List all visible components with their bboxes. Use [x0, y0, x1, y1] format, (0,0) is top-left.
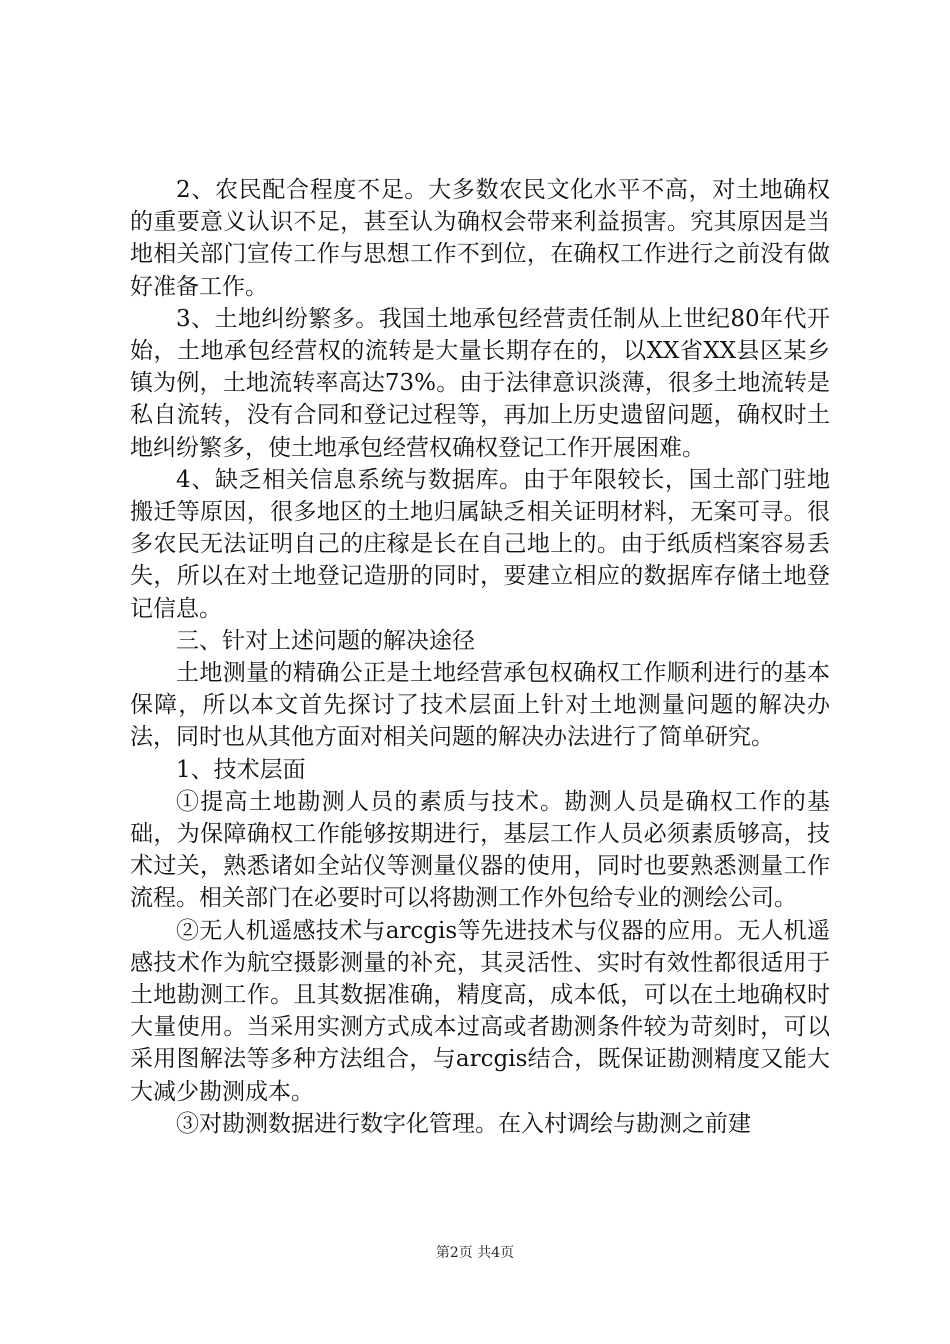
paragraph-land-disputes: 3、土地纠纷繁多。我国土地承包经营责任制从上世纪80年代开始，土地承包经营权的流转是大量长期存在的，以XX省XX县区某乡镇为例，土地流转率高达73%。由于法律意识淡薄，很多土地流转是私自流转，没有合同和登记过程等，再加上历史遗留问题，确权时土地纠纷繁多，使土地承包经营权确权登记工作开展困难。: [130, 305, 830, 461]
paragraph-solutions-intro: 土地测量的精确公正是土地经营承包权确权工作顺利进行的基本保障，所以本文首先探讨了技术层面上针对土地测量问题的解决办法，同时也从其他方面对相关问题的解决办法进行了简单研究。: [130, 660, 830, 751]
subheading-technical-level: 1、技术层面: [176, 756, 306, 783]
paragraph-surveyor-quality: ①提高土地勘测人员的素质与技术。勘测人员是确权工作的基础，为保障确权工作能够按期进行，基层工作人员必须素质够高，技术过关，熟悉诸如全站仪等测量仪器的使用，同时也要熟悉测量工作流程。相关部门在必要时可以将勘测工作外包给专业的测绘公司。: [130, 788, 830, 912]
page-number-footer: 第2页 共4页: [435, 1245, 515, 1261]
paragraph-farmer-cooperation: 2、农民配合程度不足。大多数农民文化水平不高，对土地确权的重要意义认识不足，甚至认为确权会带来利益损害。究其原因是当地相关部门宣传工作与思想工作不到位，在确权工作进行之前没有做好准备工作。: [130, 177, 830, 300]
paragraph-drone-arcgis: ②无人机遥感技术与arcgis等先进技术与仪器的应用。无人机遥感技术作为航空摄影测量的补充，其灵活性、实时有效性都很适用于土地勘测工作。且其数据准确，精度高，成本低，可以在土地确权时大量使用。当采用实测方式成本过高或者勘测条件较为苛刻时，可以采用图解法等多种方法组合，与arcgis结合，既保证勘测精度又能大大减少勘测成本。: [130, 917, 830, 1105]
paragraph-lack-of-database: 4、缺乏相关信息系统与数据库。由于年限较长，国土部门驻地搬迁等原因，很多地区的土地归属缺乏相关证明材料，无案可寻。很多农民无法证明自己的庄稼是长在自己地上的。由于纸质档案容易丢失，所以在对土地登记造册的同时，要建立相应的数据库存储土地登记信息。: [130, 466, 830, 622]
section-heading-solutions: 三、针对上述问题的解决途径: [176, 627, 475, 654]
paragraph-digital-management: ③对勘测数据进行数字化管理。在入村调绘与勘测之前建: [176, 1110, 751, 1137]
document-body: [130, 174, 830, 1140]
